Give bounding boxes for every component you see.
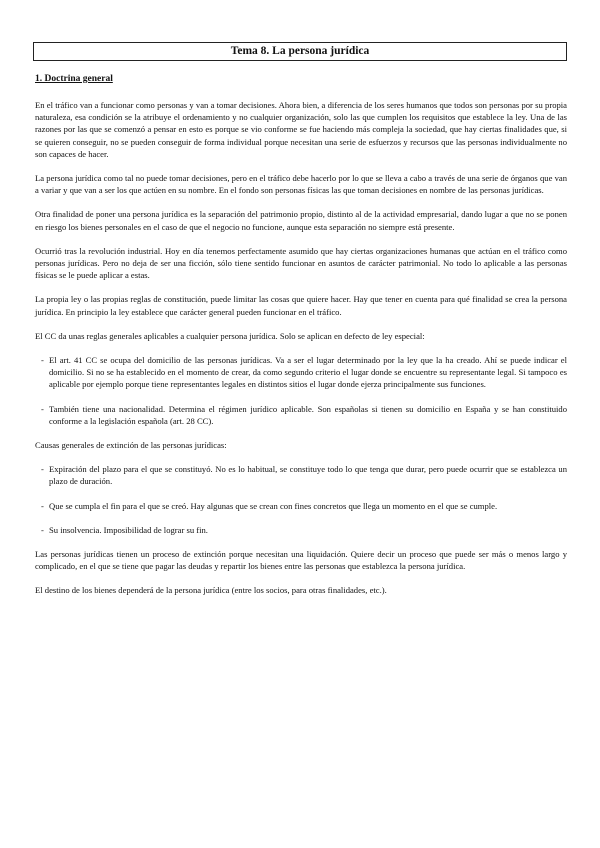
bullet-marker: -: [41, 355, 44, 366]
cc-rules-list: [33, 354, 567, 427]
list-item: [33, 403, 567, 427]
paragraph: Ocurrió tras la revolución industrial. Hoy en día tenemos perfectamente asumido que hay ciertas organizaciones humanas que actúan en el tráfico como personas jurídicas. Pero no deja de ser una ficción, sólo tiene sentido funcionar en asuntos de carácter patrimonial. No todo lo aplicable a las personas físicas se le puede aplicar a estas.: [35, 245, 567, 281]
bullet-marker: -: [41, 464, 44, 475]
list-item: [33, 500, 567, 512]
document-title: Tema 8. La persona jurídica: [33, 42, 567, 61]
paragraph: En el tráfico van a funcionar como personas y van a tomar decisiones. Ahora bien, a diferencia de los seres humanos que todos son personas por su propia naturaleza, esa condición se la atribuye el ordenamiento y no cualquier organización, solo las que cumplen los requisitos que establece la ley. Una de las razones por las que se comenzó a pensar en esto es porque se vio conforme se fue haciendo más compleja la sociedad, que hay ciertas finalidades que, si se quieren conseguir, no se pueden conseguir de forma individual porque necesitan una serie de esfuerzos y recursos que las personas individualmente no son capaces de hacer.: [35, 100, 567, 159]
list-item-text: Expiración del plazo para el que se constituyó. No es lo habitual, se constituye todo lo que tenga que durar, pero puede ocurrir que se establezca un plazo de duración.: [49, 464, 567, 487]
paragraph: El CC da unas reglas generales aplicables a cualquier persona jurídica. Solo se aplican en defecto de ley especial:: [35, 330, 425, 341]
paragraph: Causas generales de extinción de las personas jurídicas:: [35, 440, 227, 451]
list-item: [33, 354, 567, 391]
list-item-text: El art. 41 CC se ocupa del domicilio de las personas jurídicas. Va a ser el lugar determinado por la ley que la ha creado. Ahí se puede indicar el domicilio. Si no se ha establecido en el momento de crear, da como segundo criterio el lugar donde se encuentre su representante legal. Si tampoco es aplicable por ejemplo porque tiene representantes legales en distintos sitios el lugar donde ejerza principalmente sus funciones.: [49, 355, 567, 390]
bullet-marker: -: [41, 403, 44, 414]
list-item-text: Que se cumpla el fin para el que se creó. Hay algunas que se crean con fines concretos que llega un momento en el que se cumple.: [49, 500, 498, 511]
paragraph: El destino de los bienes dependerá de la persona jurídica (entre los socios, para otras finalidades, etc.).: [35, 585, 387, 596]
list-item-text: Su insolvencia. Imposibilidad de lograr su fin.: [49, 524, 208, 535]
paragraph: Otra finalidad de poner una persona jurídica es la separación del patrimonio propio, distinto al de la actividad empresarial, dando lugar a que no se ponen en riesgo los bienes personales en el caso de que el negocio no funcione, aunque esta separación no siempre está presente.: [35, 209, 567, 232]
bullet-marker: -: [41, 500, 44, 511]
paragraph: La propia ley o las propias reglas de constitución, puede limitar las cosas que quiere hacer. Hay que tener en cuenta para qué finalidad se crea la persona jurídica. En principio la ley establece que carácter general pueden funcionar en el tráfico.: [35, 294, 567, 317]
section-heading: 1. Doctrina general: [35, 74, 113, 84]
document-page: [33, 42, 567, 609]
paragraph: La persona jurídica como tal no puede tomar decisiones, pero en el tráfico debe hacerlo por lo que se lleva a cabo a través de una serie de órganos que van a variar y que van a ser los que actúen en su nombre. En el fondo son personas físicas las que toman decisiones en nombre de las personas jurídicas.: [35, 173, 567, 196]
extinction-causes-list: [33, 463, 567, 536]
paragraph: Las personas jurídicas tienen un proceso de extinción porque necesitan una liquidación. Quiere decir un proceso que puede ser más o menos largo y complicado, en el que se tiene que pagar las deudas y repartir los bienes entre las personas que establezca la persona jurídica.: [35, 549, 567, 572]
list-item-text: También tiene una nacionalidad. Determina el régimen jurídico aplicable. Son españolas si tienen su domicilio en España y se han constituido conforme a la legislación española (art. 28 CC).: [49, 403, 567, 426]
bullet-marker: -: [41, 524, 44, 535]
list-item: [33, 524, 567, 536]
list-item: [33, 463, 567, 487]
